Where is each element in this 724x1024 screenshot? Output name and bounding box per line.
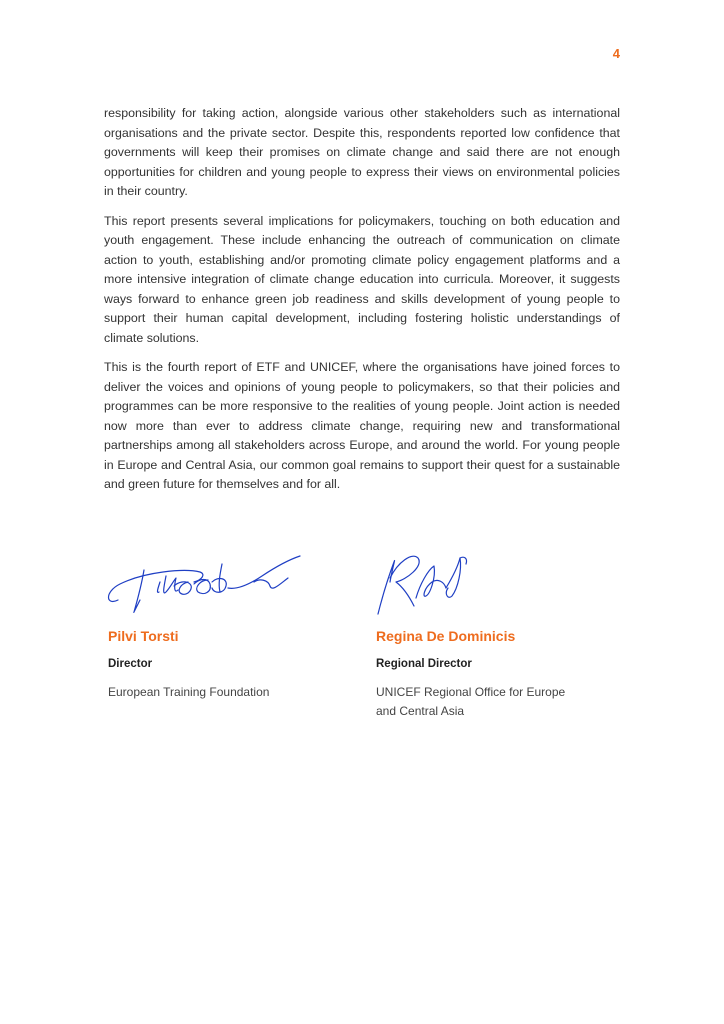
organisation-line: European Training Foundation bbox=[108, 685, 270, 699]
signatory-block-etf bbox=[104, 548, 344, 702]
signatory-organisation bbox=[104, 683, 344, 702]
signature-image-pilvi-torsti bbox=[104, 548, 324, 620]
paragraph: responsibility for taking action, alongside various other stakeholders such as international organisations and the private sector. Despite this, respondents reported low confidence that governments will keep their promises on climate change and said there are not enough opportunities for children and young people to express their views on environmental policies in their country. bbox=[104, 106, 620, 198]
organisation-line: and Central Asia bbox=[376, 704, 465, 718]
signatory-organisation bbox=[372, 683, 612, 721]
body-text bbox=[104, 104, 620, 505]
signatory-name: Regina De Dominicis bbox=[376, 628, 516, 644]
paragraph: This report presents several implications for policymakers, touching on both education and youth engagement. These include enhancing the outreach of communication on climate action to youth, establishing and/or promoting climate policy engagement platforms and a more intensive integration of climate change education into curricula. Moreover, it suggests ways forward to enhance green job readiness and skills development of young people to support their human capital development, including fostering holistic understandings of climate solutions. bbox=[104, 213, 620, 345]
paragraph: This is the fourth report of ETF and UNICEF, where the organisations have joined forces to deliver the voices and opinions of young people to policymakers, so that their policies and programmes can be more responsive to the realities of young people. Joint action is needed now more than ever to address climate change, requiring new and transformational partnerships among all stakeholders across Europe, and around the world. For young people in Europe and Central Asia, our common goal remains to support their quest for a sustainable and green future for themselves and for all. bbox=[104, 360, 620, 491]
signatory-title: Regional Director bbox=[376, 658, 472, 670]
page-number: 4 bbox=[612, 46, 620, 61]
signatory-title: Director bbox=[108, 658, 153, 670]
organisation-line: UNICEF Regional Office for Europe bbox=[376, 685, 566, 699]
signatory-name: Pilvi Torsti bbox=[108, 628, 179, 644]
signature-image-regina-de-dominicis bbox=[372, 548, 492, 620]
signatures-section bbox=[104, 548, 624, 738]
signatory-block-unicef bbox=[372, 548, 612, 721]
